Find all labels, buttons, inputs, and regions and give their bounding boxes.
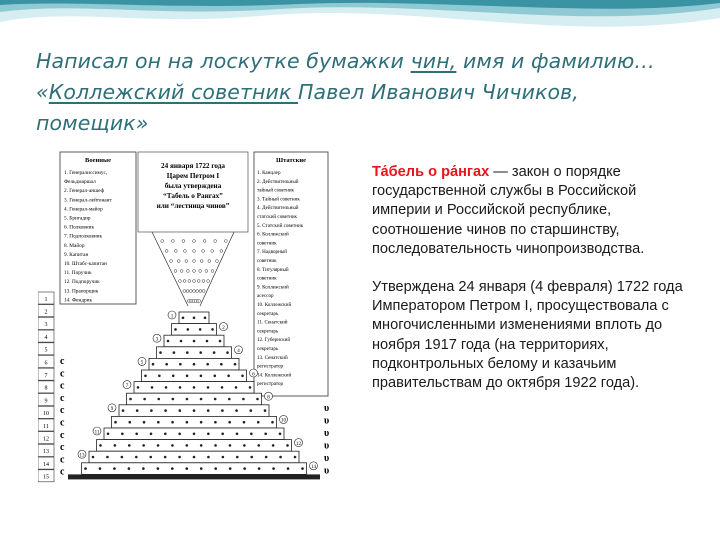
pyramid-step — [97, 440, 292, 452]
funnel-dot — [214, 240, 217, 243]
step-number: 14 — [311, 465, 316, 471]
step-dot — [193, 409, 196, 412]
civil-rank: советник — [257, 258, 277, 264]
step-dot — [84, 467, 87, 470]
funnel-dot — [174, 250, 177, 253]
step-number: 4 — [237, 349, 240, 355]
step-dot — [265, 456, 268, 459]
step-dot — [150, 409, 153, 412]
step-dot — [179, 409, 182, 412]
funnel-dot — [161, 240, 164, 243]
step-dot — [135, 433, 138, 436]
step-dot — [113, 467, 116, 470]
step-number: 9 — [110, 407, 114, 413]
step-dot — [243, 444, 246, 447]
civil-rank: советник — [257, 240, 277, 247]
step-dot — [122, 409, 125, 412]
step-mark-left: с — [60, 429, 65, 441]
civil-rank: 13. Сенатский — [257, 354, 288, 361]
step-dot — [158, 375, 161, 378]
step-dot — [271, 421, 274, 424]
row-number: 3 — [44, 322, 48, 329]
step-dot — [114, 421, 117, 424]
title-link-kollezhsky-sovetnik[interactable]: Коллежский советник — [48, 80, 299, 104]
civil-rank: 8. Титулярный — [257, 266, 289, 273]
civil-rank: 5. Статский советник — [257, 222, 304, 229]
step-dot — [221, 386, 224, 389]
funnel-dot — [220, 250, 223, 253]
military-rank: 12. Подпоручик — [64, 279, 100, 286]
row-number: 14 — [43, 461, 49, 468]
civil-rank: советник — [257, 275, 277, 282]
row-number: 11 — [43, 423, 49, 430]
step-number: 2 — [222, 325, 225, 331]
step-dot — [106, 456, 109, 459]
step-dot — [159, 351, 162, 354]
step-dot — [211, 328, 214, 331]
step-dot — [121, 456, 124, 459]
step-mark-left: с — [60, 417, 65, 429]
step-dot — [229, 444, 232, 447]
step-dot — [157, 467, 160, 470]
funnel-dot — [186, 290, 189, 293]
step-number: 7 — [125, 383, 129, 389]
step-dot — [204, 317, 207, 320]
civil-rank: статский советник — [257, 214, 298, 220]
funnel-dot — [198, 300, 201, 303]
step-dot — [99, 467, 102, 470]
step-dot — [206, 363, 209, 366]
step-dot — [187, 328, 190, 331]
funnel-dot — [193, 260, 196, 263]
funnel-dot — [196, 290, 199, 293]
step-mark-right: υ — [324, 428, 330, 439]
step-dot — [164, 409, 167, 412]
step-dot — [272, 444, 275, 447]
step-dot — [193, 386, 196, 389]
step-number: 1 — [170, 314, 174, 320]
civil-rank: 10. Коллежский — [257, 302, 292, 308]
step-mark-left: с — [60, 466, 65, 478]
row-number: 12 — [43, 436, 49, 443]
step-dot — [214, 421, 217, 424]
step-mark-right: υ — [324, 415, 330, 427]
step-dot — [234, 363, 237, 366]
military-rank: 6. Полковник — [64, 224, 95, 231]
funnel-dot — [193, 250, 196, 253]
step-dot — [157, 444, 160, 447]
step-mark-left: с — [60, 356, 65, 367]
civil-rank: 6. Коллежский — [257, 231, 289, 238]
description-p1-text: — закон о порядке государственной службы в Российской империи и Российской республике, соотношение чинов по старшинству, последовательность чинопроизводства. — [372, 164, 645, 257]
military-rank: 11. Поручик — [64, 270, 92, 277]
step-dot — [186, 375, 189, 378]
step-mark-left: с — [60, 442, 65, 454]
step-dot — [272, 467, 275, 470]
military-rank: 14. Фендрик — [64, 297, 93, 304]
step-dot — [172, 398, 175, 401]
step-dot — [213, 375, 216, 378]
funnel-dot — [224, 240, 227, 243]
military-rank: 7. Подполковник — [64, 233, 103, 240]
step-dot — [256, 398, 259, 401]
civil-rank: 1. Канцлер — [257, 170, 281, 176]
funnel-dot — [193, 280, 196, 283]
step-dot — [214, 444, 217, 447]
funnel-dot — [193, 270, 196, 273]
step-dot — [165, 363, 168, 366]
center-title-line: Царем Петром I — [166, 172, 220, 180]
step-dot — [294, 456, 297, 459]
step-mark-left: с — [60, 405, 65, 417]
funnel-dot — [170, 260, 173, 263]
title-link-chin[interactable]: чин, — [410, 49, 457, 73]
step-number: 11 — [94, 430, 100, 436]
step-dot — [107, 433, 110, 436]
row-number: 10 — [43, 411, 49, 418]
step-dot — [213, 351, 216, 354]
step-dot — [186, 351, 189, 354]
step-dot — [200, 398, 203, 401]
step-dot — [129, 398, 132, 401]
civil-rank: тайный советник — [257, 187, 295, 194]
civil-rank: 11. Сенатский — [257, 319, 288, 326]
step-number: 5 — [140, 360, 144, 366]
step-dot — [136, 409, 139, 412]
step-dot — [180, 340, 183, 343]
step-mark-left: с — [60, 454, 65, 466]
funnel-dot — [202, 290, 205, 293]
military-rank: 4. Генерал-майор — [64, 206, 103, 213]
funnel-dot — [208, 260, 211, 263]
step-dot — [200, 444, 203, 447]
funnel-dot — [199, 290, 202, 293]
civil-header: Штатские — [275, 157, 307, 164]
step-dot — [200, 421, 203, 424]
funnel-dot — [193, 240, 196, 243]
step-dot — [157, 421, 160, 424]
step-dot — [193, 433, 196, 436]
civil-rank: 4. Действительный — [257, 205, 299, 212]
step-mark-right: υ — [324, 440, 330, 452]
step-dot — [142, 444, 145, 447]
step-mark-right: υ — [324, 465, 330, 477]
title-text-3: Павел Иванович Чичиков, помещик» — [36, 80, 579, 135]
funnel-dot — [211, 250, 214, 253]
pyramid-step — [127, 393, 262, 405]
step-dot — [222, 456, 225, 459]
civil-rank: 12. Губернский — [257, 337, 291, 344]
step-dot — [228, 421, 231, 424]
funnel-dot — [199, 270, 202, 273]
step-dot — [221, 433, 224, 436]
center-title-line: “Табель о Рангах” — [163, 192, 223, 200]
funnel-dot — [205, 270, 208, 273]
step-dot — [171, 444, 174, 447]
step-dot — [214, 398, 217, 401]
funnel-dot — [200, 260, 203, 263]
step-dot — [257, 444, 260, 447]
step-dot — [279, 456, 282, 459]
step-dot — [172, 375, 175, 378]
civil-rank: асессор — [257, 293, 274, 300]
step-dot — [143, 421, 146, 424]
step-dot — [151, 386, 154, 389]
funnel-right-line — [200, 232, 234, 306]
military-rank: 2. Генерал-аншеф — [64, 188, 105, 195]
step-dot — [207, 456, 210, 459]
step-mark-right: υ — [324, 403, 330, 414]
step-dot — [207, 409, 210, 412]
step-dot — [206, 340, 209, 343]
funnel-dot — [185, 260, 188, 263]
military-rank: 3. Генерал-лейтенант — [64, 197, 112, 204]
step-dot — [193, 317, 196, 320]
step-dot — [200, 375, 203, 378]
pyramid-step — [112, 416, 277, 428]
step-dot — [199, 328, 202, 331]
step-dot — [179, 386, 182, 389]
step-dot — [228, 398, 231, 401]
step-dot — [220, 363, 223, 366]
funnel-dot — [165, 250, 168, 253]
term-tabel-o-rangah[interactable]: Та́бель о ра́нгах — [372, 164, 490, 180]
step-dot — [286, 444, 289, 447]
step-number: 8 — [267, 395, 270, 401]
military-rank: 13. Прапорщик — [64, 288, 99, 295]
step-dot — [128, 467, 131, 470]
step-dot — [186, 421, 189, 424]
funnel-dot — [202, 280, 205, 283]
funnel-dot — [182, 240, 185, 243]
civil-rank: 14. Коллежский — [257, 372, 292, 379]
step-dot — [193, 340, 196, 343]
military-rank: 10. Штабс-капитан — [64, 261, 107, 267]
step-dot — [229, 467, 232, 470]
step-number: 10 — [281, 418, 286, 424]
table-of-ranks-diagram — [38, 146, 340, 498]
funnel-dot — [216, 260, 219, 263]
funnel-dot — [174, 270, 177, 273]
step-dot — [236, 433, 239, 436]
military-rank: Фельдмаршал — [64, 179, 96, 186]
step-dot — [287, 467, 290, 470]
pyramid-step — [172, 324, 217, 336]
step-dot — [243, 467, 246, 470]
funnel-dot — [189, 290, 192, 293]
row-number: 13 — [43, 449, 49, 456]
step-dot — [199, 351, 202, 354]
funnel-dot — [183, 250, 186, 253]
step-dot — [250, 409, 253, 412]
military-header: Военные — [85, 157, 111, 164]
civil-rank: 2. Действительный — [257, 178, 299, 185]
step-mark-left: с — [60, 392, 65, 404]
row-number: 7 — [44, 373, 48, 379]
step-dot — [207, 386, 210, 389]
military-rank: 1. Генералиссимус, — [64, 170, 108, 176]
step-dot — [221, 409, 224, 412]
title-text-1: Написал он на лоскутке бумажки — [36, 49, 411, 73]
step-dot — [150, 433, 153, 436]
row-number: 1 — [44, 296, 48, 303]
title-text-2: имя и фамилию… « — [36, 49, 655, 104]
step-dot — [236, 456, 239, 459]
step-number: 13 — [79, 453, 85, 459]
step-dot — [165, 386, 168, 389]
military-rank: 9. Капитан — [64, 251, 89, 258]
step-dot — [149, 456, 152, 459]
step-dot — [174, 328, 177, 331]
slide-title — [36, 46, 696, 139]
step-dot — [157, 398, 160, 401]
step-dot — [178, 433, 181, 436]
step-dot — [226, 351, 229, 354]
funnel-dot — [188, 280, 191, 283]
description-paragraph-1 — [372, 163, 684, 259]
row-number: 15 — [43, 474, 49, 481]
military-rank: 5. Бригадир — [64, 215, 91, 222]
civil-rank: регистратор — [257, 381, 284, 388]
step-number: 12 — [296, 441, 301, 447]
funnel-dot — [186, 270, 189, 273]
funnel-dot — [211, 270, 214, 273]
step-dot — [186, 444, 189, 447]
step-dot — [186, 398, 189, 401]
step-dot — [242, 398, 245, 401]
funnel-dot — [203, 240, 206, 243]
funnel-left-line — [152, 232, 188, 306]
step-dot — [121, 433, 124, 436]
center-title-line: или “лестница чинов” — [156, 202, 230, 210]
row-number: 4 — [44, 334, 48, 341]
step-dot — [207, 433, 210, 436]
step-dot — [279, 433, 282, 436]
row-number: 6 — [44, 360, 48, 367]
description-paragraph-2: Утверждена 24 января (4 февраля) 1722 года Императором Петром I, просуществовала с многочисленными изменениями вплоть до ноября 1917 года (на территориях, подконтрольных белому и казачьим правительствам до октября 1922 года). — [372, 279, 683, 392]
step-dot — [193, 456, 196, 459]
step-dot — [99, 444, 102, 447]
step-dot — [235, 409, 238, 412]
step-dot — [114, 444, 117, 447]
step-number: 6 — [252, 372, 255, 378]
row-number: 9 — [44, 398, 48, 405]
step-dot — [173, 351, 176, 354]
step-number: 3 — [155, 337, 159, 343]
funnel-dot — [180, 270, 183, 273]
civil-rank: секретарь — [257, 346, 279, 352]
funnel-dot — [193, 290, 196, 293]
center-title-line: 24 января 1722 года — [160, 162, 226, 170]
center-title-line: была утверждена — [164, 182, 222, 190]
funnel-dot — [183, 290, 186, 293]
funnel-dot — [177, 260, 180, 263]
step-dot — [249, 386, 252, 389]
step-dot — [193, 363, 196, 366]
step-dot — [128, 421, 131, 424]
pyramid-base — [68, 474, 320, 479]
step-dot — [144, 375, 147, 378]
step-dot — [243, 421, 246, 424]
step-dot — [264, 433, 267, 436]
step-dot — [264, 409, 267, 412]
step-dot — [92, 456, 95, 459]
step-dot — [257, 421, 260, 424]
step-dot — [135, 456, 138, 459]
step-dot — [179, 363, 182, 366]
civil-rank: регистратор — [257, 363, 284, 370]
pyramid-step — [157, 347, 232, 359]
step-dot — [128, 444, 131, 447]
step-dot — [258, 467, 261, 470]
step-dot — [219, 340, 222, 343]
civil-rank: секретарь — [257, 310, 279, 317]
step-dot — [142, 467, 145, 470]
step-dot — [250, 433, 253, 436]
step-dot — [241, 375, 244, 378]
row-number: 5 — [44, 347, 48, 354]
step-dot — [182, 317, 185, 320]
step-dot — [185, 467, 188, 470]
funnel-dot — [171, 240, 174, 243]
step-dot — [214, 467, 217, 470]
step-dot — [227, 375, 230, 378]
row-number: 2 — [44, 309, 48, 316]
step-mark-left: с — [60, 368, 65, 380]
step-mark-left: с — [60, 380, 65, 392]
step-dot — [200, 467, 203, 470]
step-dot — [143, 398, 146, 401]
step-dot — [137, 386, 140, 389]
description — [372, 163, 684, 412]
step-dot — [301, 467, 304, 470]
military-rank: 8. Майор — [64, 242, 85, 249]
step-dot — [178, 456, 181, 459]
step-dot — [171, 421, 174, 424]
funnel-dot — [207, 280, 210, 283]
civil-rank: 9. Коллежский — [257, 284, 289, 291]
step-dot — [171, 467, 174, 470]
step-mark-right: υ — [324, 453, 330, 464]
step-dot — [152, 363, 155, 366]
row-number: 8 — [44, 385, 48, 392]
step-dot — [167, 340, 170, 343]
civil-rank: секретарь — [257, 328, 279, 335]
civil-rank: 3. Тайный советник — [257, 196, 300, 203]
funnel-dot — [183, 280, 186, 283]
civil-rank: 7. Надворный — [257, 249, 287, 256]
step-dot — [164, 433, 167, 436]
funnel-dot — [178, 280, 181, 283]
step-dot — [164, 456, 167, 459]
funnel-dot — [202, 250, 205, 253]
pyramid-step — [142, 370, 247, 382]
step-dot — [250, 456, 253, 459]
step-dot — [235, 386, 238, 389]
funnel-dot — [197, 280, 200, 283]
